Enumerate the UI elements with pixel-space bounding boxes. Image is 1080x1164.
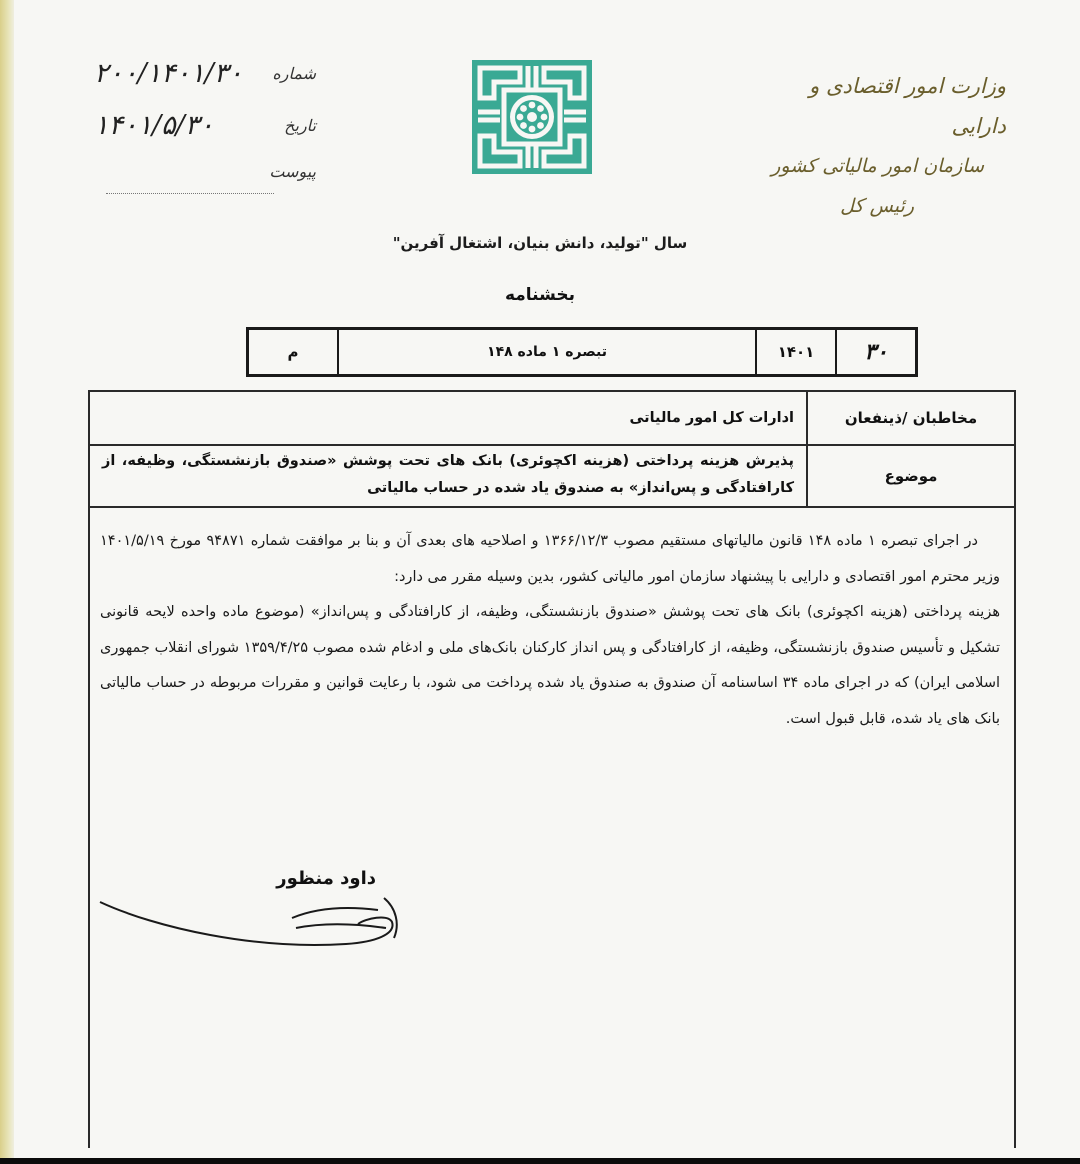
date-row xyxy=(94,110,324,150)
circular-type: م xyxy=(287,343,299,361)
attachment-row xyxy=(94,156,324,196)
ministry-name: وزارت امور اقتصادی و دارایی xyxy=(809,74,1006,138)
addressee-value: ادارات کل امور مالیاتی xyxy=(629,410,794,426)
body-paragraph-1: در اجرای تبصره ۱ ماده ۱۴۸ قانون مالیاتهای مستقیم مصوب ۱۳۶۶/۱۲/۳ و اصلاحیه های بعدی آن و بنا بر موافقت شماره ۹۴۸۷۱ مورخ ۱۴۰۱/۵/۱۹ وزیر محترم امور اقتصادی و دارایی با پیشنهاد سازمان امور مالیاتی کشور، بدین وسیله مقرر می دارد: xyxy=(100,533,1000,585)
subject-value: پذیرش هزینه پرداختی (هزینه اکچوئری) بانک های تحت پوشش «صندوق بازنشستگی، وظیفه، از کارافتادگی و پس‌انداز» به صندوق یاد شده در حساب مالیاتی xyxy=(102,453,794,496)
handwritten-signature xyxy=(96,888,416,958)
subject-label: موضوع xyxy=(806,446,1014,506)
signer-name: داود منظور xyxy=(276,868,376,889)
body-border-left xyxy=(88,500,90,1148)
tax-organization-logo xyxy=(470,58,594,176)
subject-row xyxy=(90,446,1014,508)
scan-bottom-edge xyxy=(0,1158,1080,1164)
organization-name: سازمان امور مالیاتی کشور xyxy=(771,155,984,177)
head-title: رئیس کل xyxy=(840,195,914,217)
circular-info-table xyxy=(88,390,1016,508)
number-row xyxy=(94,58,324,98)
letter-date: ۱۴۰۱/۵/۳۰ xyxy=(94,110,214,141)
addressee-label: مخاطبان /ذینفعان xyxy=(806,392,1014,444)
circular-code-strip xyxy=(246,327,918,377)
number-label: شماره xyxy=(272,64,316,83)
legal-article: تبصره ۱ ماده ۱۴۸ xyxy=(337,330,755,374)
circular-year: ۱۴۰۱ xyxy=(755,330,835,374)
date-label: تاریخ xyxy=(284,116,316,135)
ministry-letterhead xyxy=(756,66,1006,226)
page-title: بخشنامه xyxy=(504,285,576,305)
body-paragraph-2: هزینه پرداختی (هزینه اکچوئری) بانک های تحت پوشش «صندوق بازنشستگی، وظیفه، از کارافتادگی و پس‌انداز» (موضوع ماده واحده لایحه قانونی تشکیل و تأسیس صندوق بازنشستگی، وظیفه، از کارافتادگی و پس انداز کارکنان بانک‌های ملی و ادغام شده مصوب ۱۳۵۹/۴/۲۵ شورای انقلاب جمهوری اسلامی ایران) که در اجرای ماده ۳۴ اساسنامه آن صندوق به صندوق یاد شده پرداخت می شود، با رعایت قوانین و مقررات مربوطه در حساب مالیاتی بانک های یاد شده، قابل قبول است. xyxy=(100,604,1001,727)
year-slogan: سال "تولید، دانش بنیان، اشتغال آفرین" xyxy=(392,234,688,252)
attachment-label: پیوست xyxy=(269,162,316,181)
letter-number: ۲۰۰/۱۴۰۱/۳۰ xyxy=(94,58,243,89)
attachment-line xyxy=(106,193,274,194)
body-border-right xyxy=(1014,500,1016,1148)
letter-metadata xyxy=(94,58,324,198)
scan-edge xyxy=(0,0,14,1164)
circular-body xyxy=(100,524,1000,738)
addressee-row xyxy=(90,392,1014,446)
circular-number: ۳۰ xyxy=(835,330,915,374)
